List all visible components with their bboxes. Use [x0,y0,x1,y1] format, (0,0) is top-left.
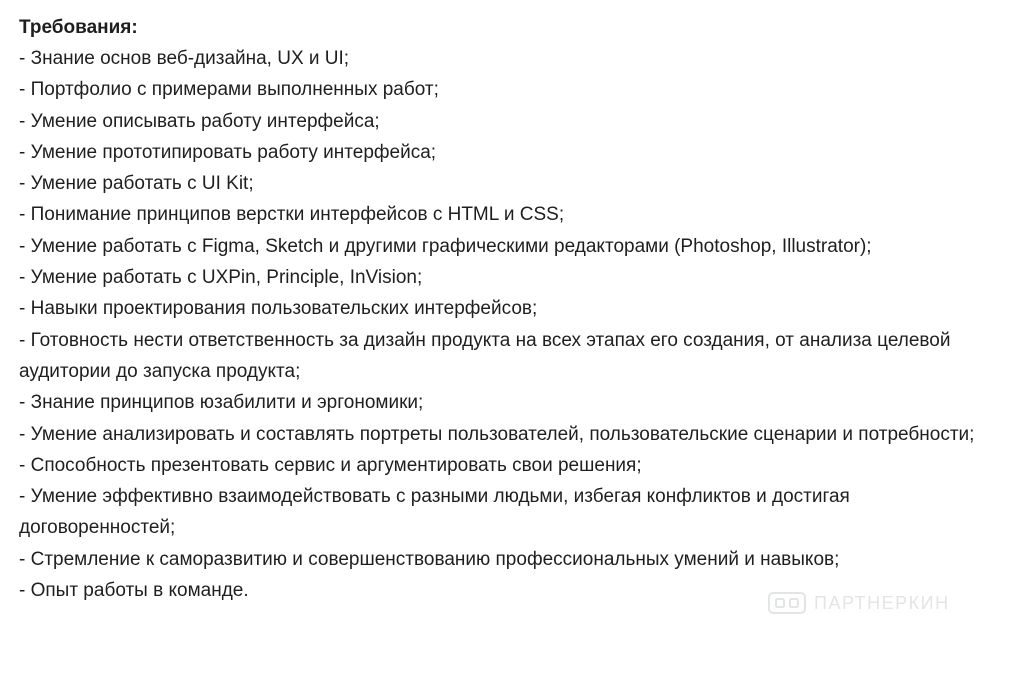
requirement-item: - Понимание принципов верстки интерфейсов с HTML и CSS; [19,204,565,226]
watermark [768,591,950,615]
requirement-item: - Стремление к саморазвитию и совершенствованию профессиональных умений и навыков; [19,548,840,570]
requirement-item: - Знание основ веб-дизайна, UX и UI; [19,48,350,69]
requirement-item: - Умение работать с UXPin, Principle, InVision; [19,267,423,289]
requirement-item: - Умение работать с Figma, Sketch и другими графическими редакторами (Photoshop, Illustrator); [19,235,872,257]
requirement-item: - Готовность нести ответственность за дизайн продукта на всех этапах его создания, от анализа целевой аудитории до запуска продукта; [19,329,951,382]
partnerkin-logo-icon [768,591,806,615]
requirements-section [19,12,979,606]
requirement-item: - Умение работать с UI Kit; [19,173,254,195]
requirements-list [19,43,979,606]
requirement-item: - Опыт работы в команде. [19,580,249,602]
requirement-item: - Знание принципов юзабилити и эргономики; [19,392,424,414]
requirement-item: - Умение описывать работу интерфейса; [19,110,380,132]
requirement-item: - Умение эффективно взаимодействовать с разными людьми, избегая конфликтов и достигая договоренностей; [19,486,850,539]
requirement-item: - Навыки проектирования пользовательских интерфейсов; [19,298,538,320]
requirement-item: - Умение анализировать и составлять портреты пользователей, пользовательские сценарии и потребности; [19,423,975,445]
requirement-item: - Умение прототипировать работу интерфейса; [19,141,437,163]
requirements-heading: Требования: [19,17,138,38]
watermark-text: ПАРТНЕРКИН [814,592,950,613]
requirement-item: - Способность презентовать сервис и аргументировать свои решения; [19,454,642,476]
requirement-item: - Портфолио с примерами выполненных работ; [19,79,439,101]
